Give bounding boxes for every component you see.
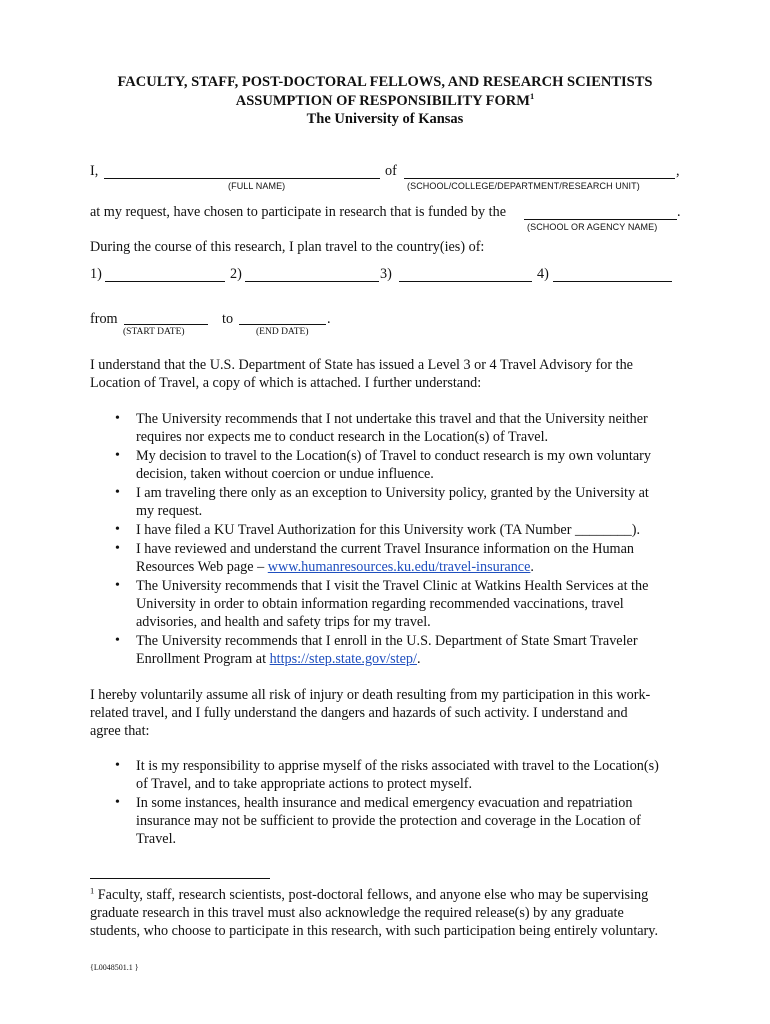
list-item-cont: of Travel, and to take appropriate actions to protect myself. bbox=[136, 776, 473, 792]
bullet-icon: • bbox=[115, 758, 120, 773]
list-item-cont: University in order to obtain information regarding recommended vaccinations, travel bbox=[136, 596, 624, 612]
country-3-field[interactable] bbox=[399, 281, 532, 282]
country-2-field[interactable] bbox=[245, 281, 379, 282]
list-item-cont bbox=[136, 559, 534, 576]
assume-line2: related travel, and I fully understand the dangers and hazards of such activity. I understand and bbox=[90, 705, 628, 721]
date-period: . bbox=[327, 311, 331, 327]
form-title-text: ASSUMPTION OF RESPONSIBILITY FORM bbox=[235, 93, 530, 109]
form-title-line2 bbox=[0, 93, 770, 110]
bullet-icon: • bbox=[115, 411, 120, 426]
country-3-label: 3) bbox=[380, 266, 392, 282]
assume-line3: agree that: bbox=[90, 723, 150, 739]
full-name-field[interactable] bbox=[104, 178, 380, 179]
bullet-icon: • bbox=[115, 522, 120, 537]
list-item-cont: insurance may not be sufficient to provide the protection and coverage in the Location of bbox=[136, 813, 641, 829]
list-item-suffix: . bbox=[416, 651, 421, 667]
list-item: I am traveling there only as an exception to University policy, granted by the University at bbox=[136, 485, 649, 501]
list-item: My decision to travel to the Location(s) of Travel to conduct research is my own voluntary bbox=[136, 448, 651, 464]
document-id: {L0048501.1 } bbox=[90, 963, 139, 972]
end-date-caption: (END DATE) bbox=[256, 327, 309, 337]
unit-field[interactable] bbox=[404, 178, 675, 179]
country-1-field[interactable] bbox=[105, 281, 225, 282]
travel-insurance-link[interactable]: www.humanresources.ku.edu/travel-insurance bbox=[267, 559, 531, 575]
bullet-icon: • bbox=[115, 578, 120, 593]
country-4-field[interactable] bbox=[553, 281, 672, 282]
bullet-icon: • bbox=[115, 633, 120, 648]
form-title-line1: FACULTY, STAFF, POST-DOCTORAL FELLOWS, AND RESEARCH SCIENTISTS bbox=[117, 74, 653, 90]
end-date-field[interactable] bbox=[239, 324, 326, 325]
to-label: to bbox=[222, 311, 234, 327]
from-label: from bbox=[90, 311, 118, 327]
funded-period: . bbox=[677, 204, 681, 220]
list-item-cont: requires nor expects me to conduct research in the Location(s) of Travel. bbox=[136, 429, 549, 445]
full-name-caption: (FULL NAME) bbox=[228, 181, 286, 191]
list-item: The University recommends that I visit the Travel Clinic at Watkins Health Services at the bbox=[136, 578, 649, 594]
list-item-suffix: . bbox=[530, 559, 534, 575]
list-item: I have reviewed and understand the current Travel Insurance information on the Human bbox=[136, 541, 634, 557]
agency-caption: (SCHOOL OR AGENCY NAME) bbox=[527, 222, 658, 232]
footnote-line1 bbox=[90, 887, 648, 904]
bullet-icon: • bbox=[115, 541, 120, 556]
advisory-line2: Location of Travel, a copy of which is attached. I further understand: bbox=[90, 375, 482, 391]
country-4-label: 4) bbox=[537, 266, 549, 282]
footnote-line2: graduate research in this travel must also acknowledge the required release(s) by any graduate bbox=[90, 905, 624, 921]
list-item: The University recommends that I enroll in the U.S. Department of State Smart Traveler bbox=[136, 633, 638, 649]
list-item: It is my responsibility to apprise myself of the risks associated with travel to the Location(s) bbox=[136, 758, 659, 774]
step-link[interactable]: https://step.state.gov/step/ bbox=[269, 651, 417, 667]
list-item-prefix: Enrollment Program at bbox=[136, 651, 270, 667]
agency-field[interactable] bbox=[524, 219, 677, 220]
list-item-cont: decision, taken without coercion or undue influence. bbox=[136, 466, 434, 482]
i-label: I, bbox=[90, 163, 99, 179]
footnote-text: Faculty, staff, research scientists, post-doctoral fellows, and anyone else who may be supervising bbox=[97, 887, 649, 903]
list-item: In some instances, health insurance and medical emergency evacuation and repatriation bbox=[136, 795, 633, 811]
countries-text: During the course of this research, I plan travel to the country(ies) of: bbox=[90, 239, 485, 255]
start-date-field[interactable] bbox=[124, 324, 208, 325]
start-date-caption: (START DATE) bbox=[123, 327, 185, 337]
bullet-icon: • bbox=[115, 448, 120, 463]
bullet-icon: • bbox=[115, 485, 120, 500]
list-item-cont bbox=[136, 651, 421, 668]
comma: , bbox=[676, 163, 680, 179]
unit-caption: (SCHOOL/COLLEGE/DEPARTMENT/RESEARCH UNIT) bbox=[407, 181, 640, 191]
footnote-mark: 1 bbox=[90, 885, 95, 896]
country-2-label: 2) bbox=[230, 266, 242, 282]
bullet-icon: • bbox=[115, 795, 120, 810]
list-item: The University recommends that I not undertake this travel and that the University neither bbox=[136, 411, 648, 427]
footnote-divider bbox=[90, 878, 270, 879]
of-label: of bbox=[385, 163, 397, 179]
form-subtitle: The University of Kansas bbox=[306, 111, 464, 127]
list-item-cont: Travel. bbox=[136, 831, 177, 847]
assume-line1: I hereby voluntarily assume all risk of injury or death resulting from my participation in this work- bbox=[90, 687, 651, 703]
list-item-prefix: Resources Web page – bbox=[136, 559, 268, 575]
list-item: I have filed a KU Travel Authorization for this University work (TA Number ________). bbox=[136, 522, 641, 538]
advisory-line1: I understand that the U.S. Department of State has issued a Level 3 or 4 Travel Advisory for the bbox=[90, 357, 633, 373]
footnote-line3: students, who choose to participate in this research, with such participation being entirely voluntary. bbox=[90, 923, 659, 939]
list-item-cont: advisories, and health and safety trips for my travel. bbox=[136, 614, 431, 630]
title-footnote-mark: 1 bbox=[529, 91, 535, 102]
country-1-label: 1) bbox=[90, 266, 102, 282]
list-item-cont: my request. bbox=[136, 503, 203, 519]
funded-text: at my request, have chosen to participate in research that is funded by the bbox=[90, 204, 507, 220]
